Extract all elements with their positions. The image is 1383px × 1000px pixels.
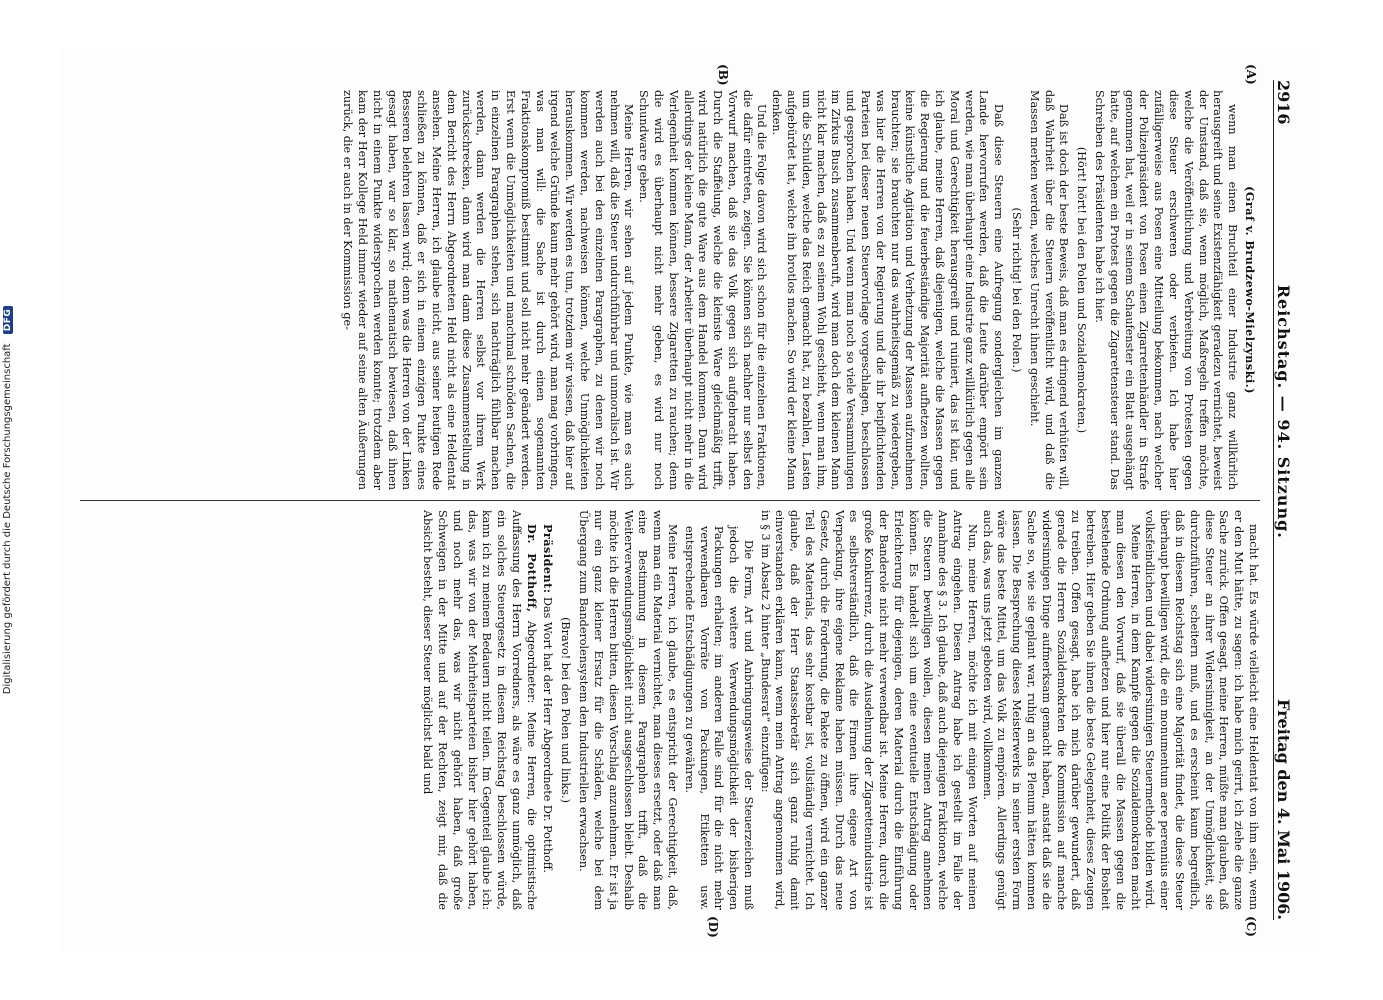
paragraph: Meine Herren, in dem Kampfe gegen die Sozialdemokraten macht man diesen den Vorwurf, daß sie überall die Massen gegen die bestehende Ordnung aufhetzen und hier nur eine Politik der Bosheit betreiben. Hier geben Sie ihnen die beste Gelegenheit, dieses Zeugen zu treiben. Offen gesagt, habe ich mich darüber gewundert, daß gerade die Herren Sozialdemokraten die Kommission auf manche widersinnigen Dinge aufmerksam gemacht haben, anstatt daß sie die Sache so, wie sie geplant war, ruhig an das Plenum hätten kommen lassen. Die Besprechung dieses Meisterwerks in seiner ersten Form wäre das beste Mittel, um das Volk zu empören. Allerdings genügt auch das, was uns jetzt geboten wird, vollkommen. xyxy=(980,510,1142,910)
digitization-note-text: Digitalisierung gefördert durch die Deutsche Forschungsgemeinschaft xyxy=(2,343,13,695)
speaker-label: (Graf v. Brudzewo-Mielzynski.) xyxy=(1243,186,1257,394)
margin-mark-a: (A) xyxy=(1244,64,1258,85)
next-speaker-text: Abgeordneter: Meine Herren, die optimistische Auffassung des Herrn Vorredners, als wäre es ganz unmöglich, daß ein solches Steuergesetz in diesem Reichstag beschlossen würde, kann ich zu meinem Bedauern nicht teilen. Im Gegenteil glaube ich: das, was wir von der Mehrheitsparteien bisher hier gehört haben, und noch mehr das, was wir nicht gehört haben, daß große Schweigen in der Mitte und auf der Rechten, zeigt mir, daß die Absicht besteht, dieser Steuer möglichst bald und xyxy=(421,510,538,910)
paragraph: Nun, meine Herren, möchte ich mit einigen Worten auf meinen Antrag eingehen. Diesen Antrag habe ich gestellt im Falle der Annahme des § 3. Ich glaube, daß auch diejenigen Fraktionen, welche die Steuern bewilligen wollen, diesen meinen Antrag annehmen können. Es handelt sich um eine eventuelle Entschädigung oder Erleichterung für diejenigen, deren Material durch die Einführung der Banderole nicht mehr verwendbar ist. Meine Herren, durch die große Konkurrenz, durch die Ausdehnung der Zigarettenindustrie ist es selbstverständlich, daß die Firmen ihre eigene Art von Verpackung, ihre eigene Reklame haben müssen. Durch das neue Gesetz, durch die Forderung, die Pakete zu öffnen, wird ein ganzer Teil des Materials, das sehr kostbar ist, vollständig vernichtet. Ich glaube, daß der Herr Staatssekretär sich ganz ruhig damit einverstanden erklären kann, wenn mein Antrag angenommen wird, in § 3 im Absatz 2 hinter „Bundesrat“ einzufügen: xyxy=(758,510,979,910)
president-statement xyxy=(539,510,555,910)
page-title: Reichstag. — 94. Sitzung. xyxy=(1274,284,1293,539)
right-column xyxy=(80,510,1260,910)
president-text: Das Wort hat der Herr Abgeordnete Dr. Potthoff. xyxy=(540,597,554,873)
paragraph: macht hat. Es würde vielleicht eine Heldentat von ihm sein, wenn er den Mut hätte, zu sagen: ich habe mich geirrt, ich ziehe die ganze Sache zurück. Offen gesagt, meine Herren, müßte man glauben, daß diese Steuer an ihrer Widersinnigkeit, an der Unmöglichkeit, sie durchzuführen, scheitern muß, und es erscheint kaum begreiflich, daß in diesem Reichstag sich eine Majorität findet, die diese Steuer überhaupt bewilligen wird, die ein monumentum aere perennius einer volksfeindlichen und dabei widersinnigen Steuermethode bilden wird. xyxy=(1143,510,1260,910)
applause-note: (Bravo! bei den Polen und links.) xyxy=(559,617,573,803)
paragraph: wenn man einen Bruchteil einer Industrie ganz willkürlich herausgreift und seine Existenzfähigkeit geradezu vernichtet, beweist der Umstand, daß sie, wenn möglich, Maßregeln treffen möchte, welche die Veröffentlichung und Verbreitung von Protesten gegen diese Steuer erschweren oder verbieten. Ich habe hier zufälligerweise aus Posen eine Mitteilung bekommen, nach welcher der Polizeipräsident von Posen einen Zigarrettenhändler in Strafe genommen hat, weil er in seinem Schaufenster ein Blatt ausgehängt hatte, auf welchem ein Protest gegen die Zigarettensteuer stand. Das Schreiben des Präsidenten habe ich hier. xyxy=(1093,90,1240,490)
president-label: Präsident: xyxy=(540,524,555,594)
page-number: 2916 xyxy=(1274,80,1293,125)
document-page xyxy=(60,50,1320,950)
page-header xyxy=(1273,80,1302,920)
speech-start xyxy=(419,510,538,910)
paragraph: Meine Herren, wir sehen auf jedem Punkte, wie man es auch nehmen will, daß die Steuer undurchführbar und unmoralisch ist. Wir werden auch bei den einzelnen Paragraphen, zu denen wir noch kommen werden, nachweisen können, welche Unmöglichkeiten herauskommen. Wir werden es tun, trotzdem wir wissen, daß hier auf irgend welche Gründe kaum mehr gehört wird, man mag vorbringen, was man will: die Sache ist durch einen sogenannten Fraktionskompromiß bestimmt und soll nicht mehr geändert werden. Erst wenn die Unmöglichkeiten und manchmal schnöden Sachen, die in einzelnen Paragraphen stehen, sich nachträglich fühlbar machen werden, dann werden die Herren selbst vor ihrem Werk zurückschrecken, dann wird man dann diese Zusammenstellung in dem Bericht des Herrn Abgeordneten Held nicht als eine Heldentat ansehen. Meine Herren, ich glaube nicht, aus seiner heutigen Rede schließen zu können, daß er sich in einem einzigen Punkte eines Besseren belehren lassen wird; denn was die Herren von der Linken gesagt haben, war so klar, so mathematisch bewiesen, daß ihnen nicht in einem Punkte widersprochen werden konnte; trotzdem aber kam der Herr Kollege Held immer wieder auf seine alten Äußerungen zurück, die er auch in der Kommission ge- xyxy=(341,90,636,490)
margin-mark-c: (C) xyxy=(1244,916,1258,937)
interjection: (Sehr richtig! bei den Polen.) xyxy=(1010,207,1024,373)
paragraph: Daß ist doch der beste Beweis, daß man es dringend verhüten will, daß Wahrheit über die Steuern veröffentlicht wird, und daß die Massen merken werden, welches Unrecht ihnen geschieht. xyxy=(1027,90,1071,490)
motion-quote: Die Form, Art und Anbringungsweise der Steuerzeichen muß jedoch die weitere Verwendungsmöglichkeit der bisherigen Packungen erhalten; im anderen Falle sind für die nicht mehr verwendbaren Vorräte von Packungen, Etiketten usw. entsprechende Entschädigungen zu gewähren. xyxy=(682,526,755,910)
paragraph: Daß diese Steuern eine Aufregung sondergleichen im ganzen Lande hervorrufen werden, daß die Leute darüber empört sein werden, wie man überhaupt eine Industrie ganz willkürlich gegen alle Moral und Gerechtigkeit herausgreift und ruiniert, das ist klar, und ich glaube, meine Herren, daß diejenigen, welche die Massen gegen die Regierung und die feuerbeständige Majorität aufhetzen wollten, keine künstliche Agitation und Verhetzung der Massen aufzunehmen brauchten; sie brauchten nur das wahrheitsgemäß zu wiedergeben, was hier die Herren von der Regierung und die ihr beipflichtenden Parteien bei dieser neuen Steuervorlage vorgeschlagen, beschlossen und gesprochen haben. Und wenn man noch so viele Versammlungen im Zirkus Busch zusammenberuft, wird man doch dem kleinen Mann nicht klar machen, daß es zu seinem Wohl geschieht, wenn man ihm, um die Schulden, welche das Reich gemacht hat, zu bezahlen, Lasten aufgebürdet hat, welche ihn brotlos machen. So wird der kleine Mann denken. xyxy=(770,90,1006,490)
interjection: (Hört! hört! bei den Polen und Sozialdemokraten.) xyxy=(1075,146,1089,434)
dfg-logo: DFG xyxy=(3,306,13,335)
margin-mark-b: (B) xyxy=(716,64,730,86)
digitization-note xyxy=(0,0,20,1000)
scanned-page-area xyxy=(40,30,1340,970)
column-divider xyxy=(80,500,1260,501)
margin-mark-d: (D) xyxy=(706,916,720,938)
paragraph: Meine Herren, ich glaube, es entspricht der Gerechtigkeit, daß, wenn man ein Material vernichtet, man dieses ersetzt, oder daß man eine Bestimmung in diesem Paragraphen trifft, daß die Weiterverwendungsmöglichkeit nicht ausgeschlossen bleibt. Deshalb möchte ich die Herren bitten, diesen Vorschlag anzunehmen. Er ist ja nur ein ganz kleiner Ersatz für die Schäden, welche bei dem Übergang zum Banderolensystem den Industriellen erwachsen. xyxy=(577,510,679,910)
next-speaker-label: Dr. Potthoff, xyxy=(524,524,539,613)
left-column xyxy=(80,90,1260,490)
session-date: Freitag den 4. Mai 1906. xyxy=(1274,699,1293,920)
paragraph: Und die Folge davon wird sich schon für die einzelnen Fraktionen, die dafür eintreten, zeigen. Sie können sich nachher nur selbst den Vorwurf machen, daß sie das Volk gegen sich aufgebracht haben. Durch die Staffelung, welche die kleinste Ware gleichmäßig trifft, wird natürlich die gute Ware aus dem Handel kommen. Dann wird allerdings der kleine Mann, der Arbeiter überhaupt nicht mehr in die Verlegenheit kommen können, bessere Zigaretten zu rauchen; denn die wird es überhaupt nicht mehr geben, es wird nur noch Schundware geben. xyxy=(637,90,769,490)
